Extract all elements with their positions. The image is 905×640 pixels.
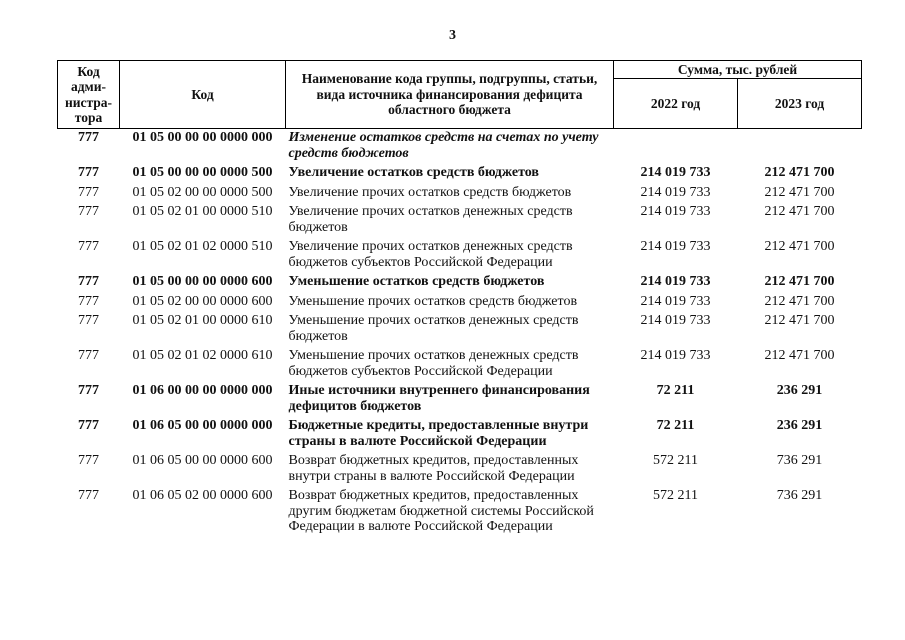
amount-2023-cell: 736 291 [776,453,823,468]
code-cell: 01 05 00 00 00 0000 000 [132,130,273,145]
code-cell: 01 06 05 00 00 0000 600 [132,453,273,468]
header-admin-code: Код адми- нистра- тора [58,61,120,129]
table-row [58,418,862,453]
table-row [58,204,862,239]
name-cell: Уменьшение прочих остатков средств бюджетов [288,293,578,309]
table-row [58,488,862,539]
table-row [58,239,862,274]
amount-2023-cell: 212 471 700 [764,293,835,309]
amount-2023-cell [738,129,862,166]
amount-2022-cell: 214 019 733 [640,313,711,328]
name-cell: Увеличение прочих остатков денежных средств бюджетов [288,204,573,235]
amount-2022-cell [614,129,738,166]
admin-code-cell: 777 [78,453,99,468]
amount-2022-cell: 214 019 733 [640,348,711,363]
amount-2022-cell: 572 211 [653,453,698,468]
admin-code-cell: 777 [78,274,99,289]
table-body [58,129,862,539]
admin-code-cell: 777 [78,293,99,309]
amount-2022-cell: 214 019 733 [640,293,711,309]
table-row [58,185,862,205]
budget-sources-table [57,60,862,539]
code-cell: 01 05 02 01 02 0000 510 [132,239,273,254]
name-cell: Уменьшение прочих остатков денежных средств бюджетов [288,313,579,344]
table-header [58,61,862,129]
admin-code-cell: 777 [78,239,99,254]
amount-2023-cell: 212 471 700 [764,165,835,180]
table-row [58,129,862,166]
admin-code-cell: 777 [78,488,99,503]
code-cell: 01 06 00 00 00 0000 000 [132,383,273,398]
header-name: Наименование кода группы, подгруппы, статьи, вида источника финансирования дефицита областного бюджета [286,61,614,129]
amount-2022-cell: 72 211 [656,418,695,433]
amount-2023-cell: 212 471 700 [764,274,835,289]
table-row [58,294,862,314]
amount-2022-cell: 214 019 733 [640,239,711,254]
header-year-2022: 2022 год [614,79,738,129]
admin-code-cell: 777 [78,130,99,145]
amount-2023-cell: 212 471 700 [764,204,835,219]
amount-2022-cell: 214 019 733 [640,274,711,289]
page-number: 3 [449,28,456,43]
table-row [58,165,862,185]
code-cell: 01 05 02 01 00 0000 510 [132,204,273,219]
code-cell: 01 06 05 00 00 0000 000 [132,418,273,433]
code-cell: 01 05 02 00 00 0000 600 [132,293,273,309]
table-row [58,313,862,348]
amount-2022-cell: 572 211 [653,488,698,503]
code-cell: 01 05 00 00 00 0000 500 [132,165,273,180]
code-cell: 01 05 00 00 00 0000 600 [132,274,273,289]
amount-2022-cell: 214 019 733 [640,184,711,200]
name-cell: Увеличение прочих остатков денежных средств бюджетов субъектов Российской Федерации [288,239,573,270]
admin-code-cell: 777 [78,383,99,398]
name-cell: Бюджетные кредиты, предоставленные внутри страны в валюте Российской Федерации [288,418,589,449]
name-cell: Возврат бюджетных кредитов, предоставленных внутри страны в валюте Российской Федерации [288,453,579,484]
amount-2023-cell: 736 291 [776,488,823,503]
admin-code-cell: 777 [78,418,99,433]
amount-2022-cell: 214 019 733 [640,204,711,219]
table-row [58,274,862,294]
code-cell: 01 06 05 02 00 0000 600 [132,488,273,503]
name-cell: Изменение остатков средств на счетах по учету средств бюджетов [288,130,599,161]
code-cell: 01 05 02 01 00 0000 610 [132,313,273,328]
name-cell: Возврат бюджетных кредитов, предоставленных другим бюджетам бюджетной системы Российской Федерации в валюте Российской Федерации [288,488,594,534]
code-cell: 01 05 02 00 00 0000 500 [132,184,273,200]
admin-code-cell: 777 [78,348,99,363]
header-year-2023: 2023 год [738,79,862,129]
amount-2023-cell: 212 471 700 [764,184,835,200]
code-cell: 01 05 02 01 02 0000 610 [132,348,273,363]
name-cell: Увеличение остатков средств бюджетов [288,165,539,180]
table-row [58,383,862,418]
header-code: Код [120,61,286,129]
admin-code-cell: 777 [78,165,99,180]
amount-2023-cell: 212 471 700 [764,239,835,254]
name-cell: Уменьшение остатков средств бюджетов [288,274,545,289]
amount-2023-cell: 236 291 [776,418,823,433]
amount-2022-cell: 72 211 [656,383,695,398]
amount-2023-cell: 212 471 700 [764,313,835,328]
amount-2023-cell: 236 291 [776,383,823,398]
admin-code-cell: 777 [78,313,99,328]
table-row [58,348,862,383]
name-cell: Иные источники внутреннего финансирования дефицитов бюджетов [288,383,590,414]
name-cell: Увеличение прочих остатков средств бюджетов [288,184,572,200]
table-row [58,453,862,488]
name-cell: Уменьшение прочих остатков денежных средств бюджетов субъектов Российской Федерации [288,348,579,379]
admin-code-cell: 777 [78,204,99,219]
amount-2022-cell: 214 019 733 [640,165,711,180]
header-sum: Сумма, тыс. рублей [614,61,862,79]
budget-table-container [57,60,861,539]
amount-2023-cell: 212 471 700 [764,348,835,363]
admin-code-cell: 777 [78,184,99,200]
